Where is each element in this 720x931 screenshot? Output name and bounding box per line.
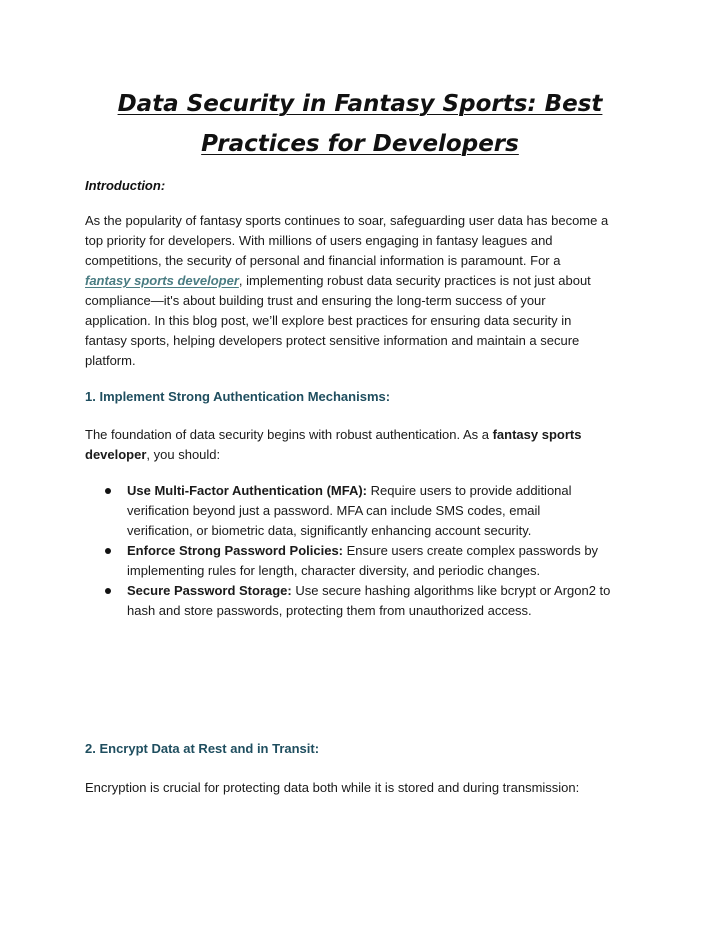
section-1-text: , you should: bbox=[146, 447, 221, 462]
intro-line: compliance—it's about building trust and ensuring the long-term success of your bbox=[85, 293, 546, 308]
list-item-line bbox=[127, 481, 645, 501]
section-1-paragraph bbox=[85, 425, 645, 465]
list-item-text: Ensure users create complex passwords by bbox=[343, 543, 599, 558]
page-title-line-2: Practices for Developers bbox=[201, 131, 519, 157]
bullet-icon bbox=[105, 548, 111, 554]
security-practices-list bbox=[85, 481, 645, 621]
intro-line: application. In this blog post, we’ll explore best practices for ensuring data security in bbox=[85, 313, 572, 328]
list-item-text: Require users to provide additional bbox=[367, 483, 572, 498]
list-item bbox=[85, 541, 645, 581]
section-1-heading: 1. Implement Strong Authentication Mechanisms: bbox=[85, 389, 391, 404]
list-item-line: verification, or biometric data, significantly enhancing account security. bbox=[127, 523, 532, 538]
intro-line: platform. bbox=[85, 353, 136, 368]
list-item-label: Secure Password Storage: bbox=[127, 583, 292, 598]
section-1-line bbox=[85, 445, 645, 465]
list-item bbox=[85, 481, 645, 541]
list-item-label: Enforce Strong Password Policies: bbox=[127, 543, 343, 558]
list-item-line: hash and store passwords, protecting them from unauthorized access. bbox=[127, 603, 532, 618]
list-item-line bbox=[127, 581, 645, 601]
list-item-line bbox=[127, 541, 645, 561]
intro-line: As the popularity of fantasy sports continues to soar, safeguarding user data has become a bbox=[85, 213, 609, 228]
bullet-icon bbox=[105, 588, 111, 594]
section-1-bold-term: developer bbox=[85, 447, 147, 462]
introduction-paragraph bbox=[85, 211, 645, 371]
fantasy-sports-developer-link[interactable]: fantasy sports developer bbox=[85, 273, 239, 288]
intro-line-text: , implementing robust data security practices is not just about bbox=[238, 273, 591, 288]
list-item-label: Use Multi-Factor Authentication (MFA): bbox=[127, 483, 368, 498]
intro-line: fantasy sports, helping developers protect sensitive information and maintain a secure bbox=[85, 333, 580, 348]
intro-line: top priority for developers. With millions of users engaging in fantasy leagues and bbox=[85, 233, 553, 248]
list-item-line: implementing rules for length, character diversity, and periodic changes. bbox=[127, 563, 541, 578]
page-title bbox=[60, 84, 660, 164]
section-1-line bbox=[85, 425, 645, 445]
list-item bbox=[85, 581, 645, 621]
list-item-line: verification beyond just a password. MFA can include SMS codes, email bbox=[127, 503, 541, 518]
list-item-text: Use secure hashing algorithms like bcrypt or Argon2 to bbox=[291, 583, 611, 598]
section-2-heading: 2. Encrypt Data at Rest and in Transit: bbox=[85, 741, 320, 756]
section-1-text: The foundation of data security begins with robust authentication. As a bbox=[85, 427, 493, 442]
section-1-bold-term: fantasy sports bbox=[492, 427, 582, 442]
page-title-line-1: Data Security in Fantasy Sports: Best bbox=[117, 91, 603, 117]
introduction-heading: Introduction: bbox=[85, 178, 166, 193]
intro-line-with-link bbox=[85, 271, 645, 291]
bullet-icon bbox=[105, 488, 111, 494]
intro-line: competitions, the security of personal and financial information is paramount. For a bbox=[85, 253, 561, 268]
section-2-paragraph: Encryption is crucial for protecting data both while it is stored and during transmission: bbox=[85, 780, 580, 795]
